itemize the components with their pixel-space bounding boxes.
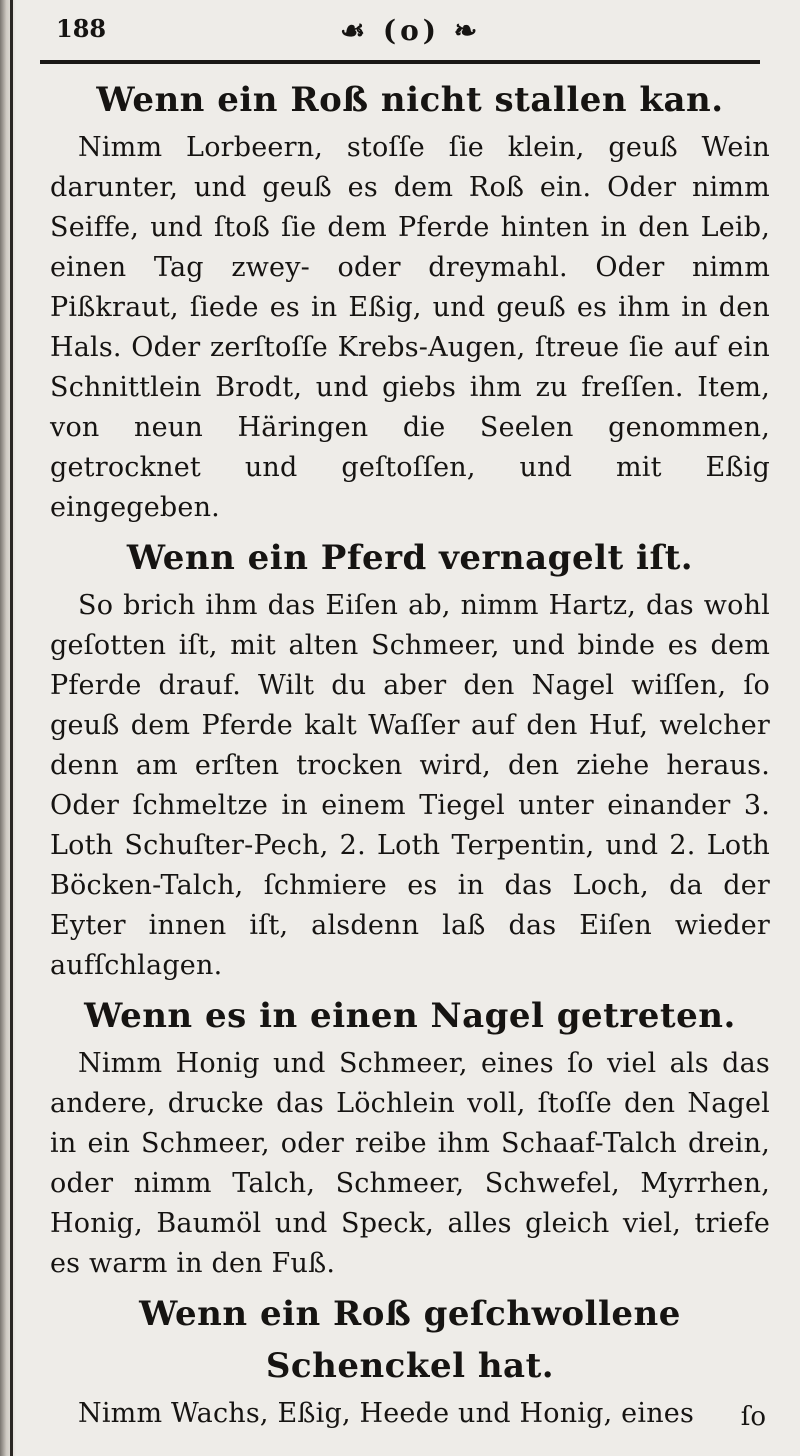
header-ornament: ☙ (o) ❧ [340,14,482,47]
page-number: 188 [56,14,107,43]
section-stepped-on-nail [50,990,770,1284]
section-heading: Wenn ein Roß geſchwollene Schenckel hat. [139,1294,681,1386]
section-text: Nimm Wachs, Eßig, Heede und Honig, eines [78,1398,695,1429]
section-heading: Wenn ein Pferd vernagelt iſt. [126,538,694,578]
section-nailed-horse [50,532,770,986]
section-text: So brich ihm das Eiſen ab, nimm Hartz, das wohl geſotten iſt, mit alten Schmeer, und binde es dem Pferde drauf. Wilt du aber den Nagel wiſſen, ſo geuß dem Pferde kalt Waſſer auf den Huf, welcher denn am erſten trocken wird, den ziehe heraus. Oder ſchmeltze in einem Tiegel unter einander 3. Loth Schuſter-Pech, 2. Loth Terpentin, und 2. Loth Böcken-Talch, ſchmiere es in das Loch, da der Eyter innen iſt, alsdenn laß das Eiſen wieder aufſchlagen. [50,590,770,981]
section-heading: Wenn ein Roß nicht stallen kan. [96,80,724,120]
section-text: Nimm Honig und Schmeer, eines ſo viel als das andere, drucke das Löchlein voll, ſtoſſe den Nagel in ein Schmeer, oder reibe ihm Schaaf-Talch drein, oder nimm Talch, Schmeer, Schwefel, Myrrhen, Honig, Baumöl und Speck, alles gleich viel, triefe es warm in den Fuß. [50,1048,770,1279]
section-swollen-legs [50,1288,770,1434]
page-header [40,14,760,64]
page-gutter [0,0,16,1456]
page-content [50,70,770,1434]
section-not-stalling [50,74,770,528]
section-text: Nimm Lorbeern, stoſſe ſie klein, geuß Wein darunter, und geuß es dem Roß ein. Oder nimm Seiffe, und ſtoß ſie dem Pferde hinten in den Leib, einen Tag zwey- oder dreymahl. Oder nimm Pißkraut, ſiede es in Eßig, und geuß es ihm in den Hals. Oder zerſtoſſe Krebs-Augen, ſtreue ſie auf ein Schnittlein Brodt, und giebs ihm zu freſſen. Item, von neun Häringen die Seelen genommen, getrocknet und geſtoſſen, und mit Eßig eingegeben. [50,132,770,523]
section-heading: Wenn es in einen Nagel getreten. [84,996,736,1036]
catchword: ſo [740,1402,766,1432]
binding-edge [10,0,13,1456]
